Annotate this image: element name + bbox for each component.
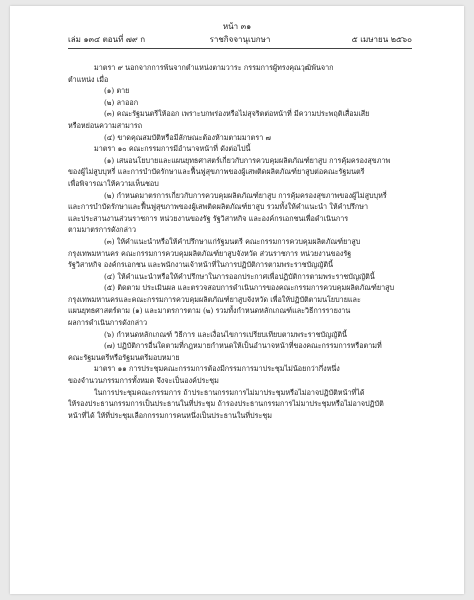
publication-date: ๕ เมษายน ๒๕๖๐ — [351, 35, 412, 44]
volume-issue: เล่ม ๑๓๔ ตอนที่ ๗๙ ก — [68, 35, 146, 44]
text-line: และการบำบัดรักษาและฟื้นฟูสุขภาพของผู้เสพติดผลิตภัณฑ์ยาสูบ รวมทั้งให้คำแนะนำ ให้คำปรึกษา — [68, 202, 369, 212]
text-line: หน้าที่ได้ ให้ที่ประชุมเลือกกรรมการคนหนึ่งเป็นประธานในที่ประชุม — [68, 410, 272, 420]
text-line: มาตรา ๑๐ คณะกรรมการมีอำนาจหน้าที่ ดังต่อไปนี้ — [94, 144, 251, 154]
text-line: ของผู้ไม่สูบบุหรี่ และการบำบัดรักษาและฟื้นฟูสุขภาพของผู้เสพติดผลิตภัณฑ์ยาสูบต่อคณะรัฐมนตรี — [68, 167, 365, 177]
text-line: รัฐวิสาหกิจ องค์กรเอกชน และพนักงานเจ้าหน้าที่ในการปฏิบัติการตามพระราชบัญญัตินี้ — [68, 260, 334, 270]
text-line: (๗) ปฏิบัติการอื่นใดตามที่กฎหมายกำหนดให้เป็นอำนาจหน้าที่ของคณะกรรมการหรือตามที่ — [104, 341, 382, 351]
text-line: ให้รองประธานกรรมการเป็นประธานในที่ประชุม ถ้ารองประธานกรรมการไม่มาประชุมหรือไม่อาจปฏิบัติ — [68, 399, 384, 409]
text-line: (๔) ให้คำแนะนำหรือให้คำปรึกษาในการออกประกาศเพื่อปฏิบัติการตามพระราชบัญญัตินี้ — [104, 271, 375, 281]
text-line: (๖) กำหนดหลักเกณฑ์ วิธีการ และเงื่อนไขการเปรียบเทียบตามพระราชบัญญัตินี้ — [104, 329, 347, 339]
text-line: ของจำนวนกรรมการทั้งหมด จึงจะเป็นองค์ประชุม — [68, 376, 219, 386]
text-line: มาตรา ๑๑ การประชุมคณะกรรมการต้องมีกรรมการมาประชุมไม่น้อยกว่ากึ่งหนึ่ง — [94, 364, 340, 374]
document-body — [68, 62, 412, 421]
text-line: (๑) เสนอนโยบายและแผนยุทธศาสตร์เกี่ยวกับการควบคุมผลิตภัณฑ์ยาสูบ การคุ้มครองสุขภาพ — [104, 155, 391, 165]
text-line: คณะรัฐมนตรีหรือรัฐมนตรีมอบหมาย — [68, 352, 180, 362]
text-line: หรือหย่อนความสามารถ — [68, 120, 143, 130]
text-line: (๕) ติดตาม ประเมินผล และตรวจสอบการดำเนินการของคณะกรรมการควบคุมผลิตภัณฑ์ยาสูบ — [104, 283, 395, 293]
text-line: กรุงเทพมหานคร คณะกรรมการควบคุมผลิตภัณฑ์ยาสูบจังหวัด ส่วนราชการ หน่วยงานของรัฐ — [68, 248, 352, 258]
text-line: และประสานงานส่วนราชการ หน่วยงานของรัฐ รัฐวิสาหกิจ และองค์กรเอกชนเพื่อดำเนินการ — [68, 213, 349, 223]
text-line: (๑) ตาย — [104, 86, 130, 96]
text-line: ผลการดำเนินการดังกล่าว — [68, 318, 148, 328]
text-line: (๓) คณะรัฐมนตรีให้ออก เพราะบกพร่องหรือไม่สุจริตต่อหน้าที่ มีความประพฤติเสื่อมเสีย — [104, 109, 370, 119]
text-line: (๒) กำหนดมาตรการเกี่ยวกับการควบคุมผลิตภัณฑ์ยาสูบ การคุ้มครองสุขภาพของผู้ไม่สูบบุหรี่ — [104, 190, 387, 200]
text-line: ตำแหน่ง เมื่อ — [68, 74, 109, 84]
text-line: (๒) ลาออก — [104, 97, 139, 107]
gazette-title: ราชกิจจานุเบกษา — [209, 35, 271, 44]
text-line: มาตรา ๙ นอกจากการพ้นจากตำแหน่งตามวาระ กรรมการผู้ทรงคุณวุฒิพ้นจาก — [94, 63, 334, 72]
page-number: หน้า ๓๑ — [222, 22, 252, 31]
text-line: ในการประชุมคณะกรรมการ ถ้าประธานกรรมการไม่มาประชุมหรือไม่อาจปฏิบัติหน้าที่ได้ — [94, 387, 365, 397]
text-line: กรุงเทพมหานครและคณะกรรมการควบคุมผลิตภัณฑ์ยาสูบจังหวัด เพื่อให้ปฏิบัติตามนโยบายและ — [68, 294, 361, 304]
text-line: (๓) ให้คำแนะนำหรือให้คำปรึกษาแก่รัฐมนตรี คณะกรรมการควบคุมผลิตภัณฑ์ยาสูบ — [104, 236, 361, 246]
gazette-page — [10, 6, 464, 594]
text-line: เพื่อพิจารณาให้ความเห็นชอบ — [68, 178, 159, 188]
text-line: ตามมาตรการดังกล่าว — [68, 225, 136, 235]
text-line: แผนยุทธศาสตร์ตาม (๑) และมาตรการตาม (๒) รวมทั้งกำหนดหลักเกณฑ์และวิธีการรายงาน — [68, 306, 351, 316]
text-line: (๔) ขาดคุณสมบัติหรือมีลักษณะต้องห้ามตามมาตรา ๗ — [104, 132, 271, 142]
header-rule — [68, 48, 412, 49]
